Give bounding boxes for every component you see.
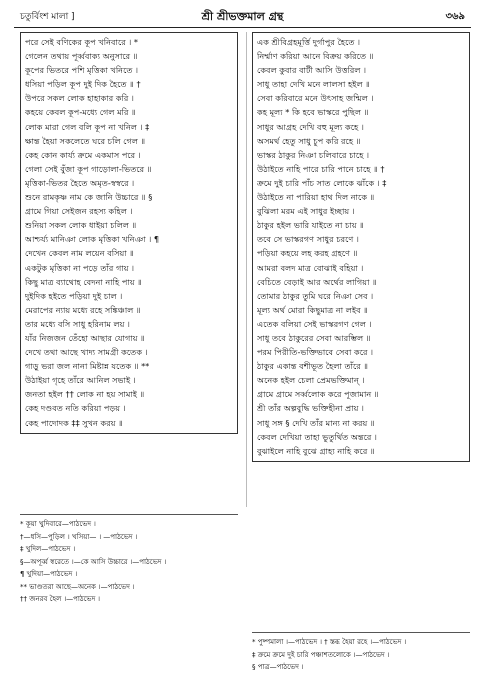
header-rule bbox=[14, 27, 471, 28]
verse-line: দেখেন কেবল নাম লয়েন বসিয়া ॥ bbox=[25, 248, 134, 259]
verse-line: ঠাকুর হইল ভারি যাইতে না চায় ॥ bbox=[257, 220, 364, 231]
verse-line: কেহ কোন কার্য্য ক্রমে একমাস পরে । bbox=[25, 149, 141, 160]
left-column bbox=[20, 32, 238, 434]
left-verse-box bbox=[20, 32, 238, 434]
verse-line: সাধু তবে ঠাকুরের সেবা আরম্ভিল ॥ bbox=[257, 332, 371, 343]
verse-line: শুনে রামকৃষ্ণ নাম কে জানি উচ্চারে ॥ § bbox=[25, 192, 153, 203]
right-column bbox=[252, 32, 470, 462]
verse-line: বুঝাইলে নাহি বুঝে গ্রাহ্য নাহি করে ॥ bbox=[257, 445, 375, 456]
verse-line: অনেক হইল চেলা প্রেমভক্তিমান্ । bbox=[257, 375, 365, 386]
verse-line: ক্ষান্ত হৈয়া সকলেতে ঘরে চলি গেল ॥ bbox=[25, 135, 146, 146]
footnote: § পাত্র—পাঠভেদ । bbox=[252, 663, 304, 671]
verse-line: সাধু তাহা দেখি মনে লালসা হইল ॥ bbox=[257, 79, 370, 90]
verse-line: কেহ দণ্ডবত নতি করিয়া পড়য় । bbox=[25, 403, 126, 414]
footnote: ‡ ক্রমে ক্রমে দুই চারি পঞ্চাশতলোকে ।—পাঠভেদ । bbox=[252, 650, 390, 659]
verse-line: পরম পিরীতি-ভক্তিভাবে সেবা করে । bbox=[257, 347, 374, 358]
verse-line: উপরে সকল লোক হাহাকার করি । bbox=[25, 93, 134, 104]
verse-line: যাঁর নিজজন তেঁহো আছার যোগায় ॥ bbox=[25, 332, 145, 343]
verse-line: মেরাপের ন্যায় মধ্যে রহে সঙ্কিঞ্চাল ॥ bbox=[25, 304, 141, 315]
footnote: * কূয়া খুদিবারে—পাঠভেদ । bbox=[20, 520, 96, 528]
verse-line: তোমার ঠাকুর তুমি ঘরে নিঞা সেব । bbox=[257, 290, 374, 301]
verse-line: শ্রী তাঁর অল্পবুদ্ধি ভক্তিহীনা প্রায় । bbox=[257, 403, 364, 414]
verse-line: উঠাইতে না পারিয়া হাথ দিল নাকে ॥ bbox=[257, 192, 375, 203]
verse-line: পরে সেই বণিকের কূপ খনিবারে । * bbox=[25, 37, 138, 47]
footnote: †—ধসি—পুড়িল । খসিয়া— । —পাঠভেদ । bbox=[20, 532, 138, 541]
verse-line: গেলেন তথায় পূর্ব্ববাক্য অনুসারে ॥ bbox=[25, 51, 138, 62]
verse-line: কেবল দেখিয়া তাহা ভুতুর্থিত অন্তরে । bbox=[257, 431, 377, 442]
verse-line: এতেক বলিয়া সেই ভাস্করগণ গেল । bbox=[257, 318, 372, 329]
verse-line: বুঝিলা মরম এই সাধুর ইচ্ছায় । bbox=[257, 206, 355, 217]
left-footnote-rule bbox=[20, 514, 238, 515]
verse-line: পড়িয়া কহয়ে লহ করহ গ্রহণে ॥ bbox=[257, 248, 358, 259]
verse-line: কহ মূল্য * কি হবে ভাস্করে পুছিল ॥ bbox=[257, 107, 369, 118]
verse-line: তবে সে ভাস্করগণ সাধুর চরণে । bbox=[257, 234, 359, 245]
chapter-label: চতুর্বিংশ মালা ] bbox=[20, 12, 75, 22]
verse-line: কহয়ে কেবল কূপ-মধ্যে গেল মরি ॥ bbox=[25, 107, 136, 118]
verse-line: ক্রমে দুই চারি পাঁচ সাত লোকে ঝাঁকে । ‡ bbox=[257, 177, 387, 188]
verse-line: এক শ্রীবিগ্রহমূর্ত্তি দুর্গাপুর হৈতে । bbox=[257, 37, 361, 47]
footnote: §—অপূর্ব্ব স্বরেতে ।—কে আসি উচ্চারে ।—পাঠভেদ । bbox=[20, 557, 167, 566]
verse-line: লোক মারা গেল বলি কূপ না খনিল । ‡ bbox=[25, 121, 150, 132]
verse-line: ধসিয়া পড়িল কূপ দুই দিক হৈতে ॥ † bbox=[25, 79, 141, 90]
verse-line: গেলা সেই বুঁজা কূপ গাড়োলা-ভিতরে ॥ bbox=[25, 163, 152, 174]
verse-line: কূপের ভিতরে পশি মৃত্তিকা খনিতে । bbox=[25, 65, 139, 76]
footnote: ¶ খুদিয়া—পাঠভেদ । bbox=[20, 570, 78, 578]
page-header bbox=[14, 9, 471, 25]
verse-line: কিছু মাত্র ব্যাথোহ বেদনা নাহি পায় ॥ bbox=[25, 276, 142, 287]
right-verse-box bbox=[252, 32, 470, 462]
verse-line: একটুক মৃত্তিকা না পড়ে তাঁর গায় । bbox=[25, 262, 135, 273]
verse-line: নির্ম্মাণ করিয়া আনে বিক্রয় করিতে ॥ bbox=[257, 51, 374, 62]
verse-line: আমরা বলদ মাত্র বোঝাই বহিয়া । bbox=[257, 262, 364, 273]
verse-line: গ্রামে গিয়া সেইজন রহস্য কহিল । bbox=[25, 206, 133, 217]
verse-line: ভাস্কর ঠাকুর নিঞা চলিবারে চাহে । bbox=[257, 149, 370, 160]
verse-line: অসমর্থ হেতু সাধু চুপ করি রহে ॥ bbox=[257, 135, 361, 146]
verse-line: জনতা হইল †† লোক না হয় সামাই ॥ bbox=[25, 389, 145, 400]
right-footnote-rule bbox=[252, 632, 470, 633]
verse-line: মৃত্তিকা-ভিতর হৈতে অমৃত-স্বস্বরে । bbox=[25, 177, 135, 188]
footnote: ** ভাণ্ডতরা আছে—অনেক ।—পাঠভেদ । bbox=[20, 582, 135, 591]
footnote: * পুষ্পমালা ।—পাঠভেদ । † স্তব্ধ হৈয়া রহে ।—পাঠভেদ । bbox=[252, 638, 407, 646]
footnote: †† জনরব হৈল ।—পাঠভেদ । bbox=[20, 595, 101, 603]
verse-line: সাধুর আগ্রহ দেখি বহু মূল্য কহে । bbox=[257, 121, 364, 132]
verse-line: বেচিতে বেড়াই আর অর্থের লাগিয়া ॥ bbox=[257, 276, 377, 287]
right-footnotes bbox=[252, 636, 472, 674]
verse-line: দেখে তথা আছে খাদ্য সামগ্রী কতেক । bbox=[25, 347, 148, 358]
verse-line: তার মধ্যে বসি সাধু হরিনাম লয় । bbox=[25, 318, 130, 329]
verse-line: ঠাকুর একান্ত বশীভূত হৈলা তাঁরে ॥ bbox=[257, 361, 368, 372]
verse-line: সাধু সঙ্গ § দেখি তাঁর মান্য না করয় ॥ bbox=[257, 417, 375, 428]
verse-line: উঠাইতে নাহি পারে চারি পানে চাহে ॥ † bbox=[257, 163, 385, 174]
verse-line: শুনিয়া সকল লোক ধাইয়া চলিল ॥ bbox=[25, 220, 137, 231]
verse-line: দুইদিক হইতে পড়িয়া দুই চাল । bbox=[25, 290, 123, 301]
verse-line: আশ্চর্য্য মানিঞা লোক মৃত্তিকা খনিঞা । ¶ bbox=[25, 234, 160, 245]
footnote: ‡ খুদিল—পাঠভেদ । bbox=[20, 545, 76, 553]
verse-line: গ্রামে গ্রামে সর্ব্বলোক করে পূজামান ॥ bbox=[257, 389, 379, 400]
verse-line: উঠাইয়া গৃহে তাঁরে আনিল সভাই । bbox=[25, 375, 136, 386]
column-divider bbox=[246, 32, 247, 507]
book-title: শ্রী শ্রীভক্তমাল গ্রন্থ bbox=[201, 10, 284, 23]
verse-line: কেহ পাদোদক ‡‡ সুখন করয় ॥ bbox=[25, 417, 123, 428]
verse-line: সেবা করিবারে মনে উৎসাহ জন্মিল । bbox=[257, 93, 374, 104]
verse-line: গাড়ু ভরা জল নানা মিষ্টান্ন যতেক ॥ ** bbox=[25, 361, 150, 372]
left-footnotes bbox=[20, 518, 240, 606]
verse-line: কেবল কুবার বাটী আসি উত্তরিল । bbox=[257, 65, 367, 76]
verse-line: মূল্য অর্থ মোরা কিছুমাত্র না লইব ॥ bbox=[257, 304, 368, 315]
page-number: ৩৬৯ bbox=[445, 11, 465, 22]
